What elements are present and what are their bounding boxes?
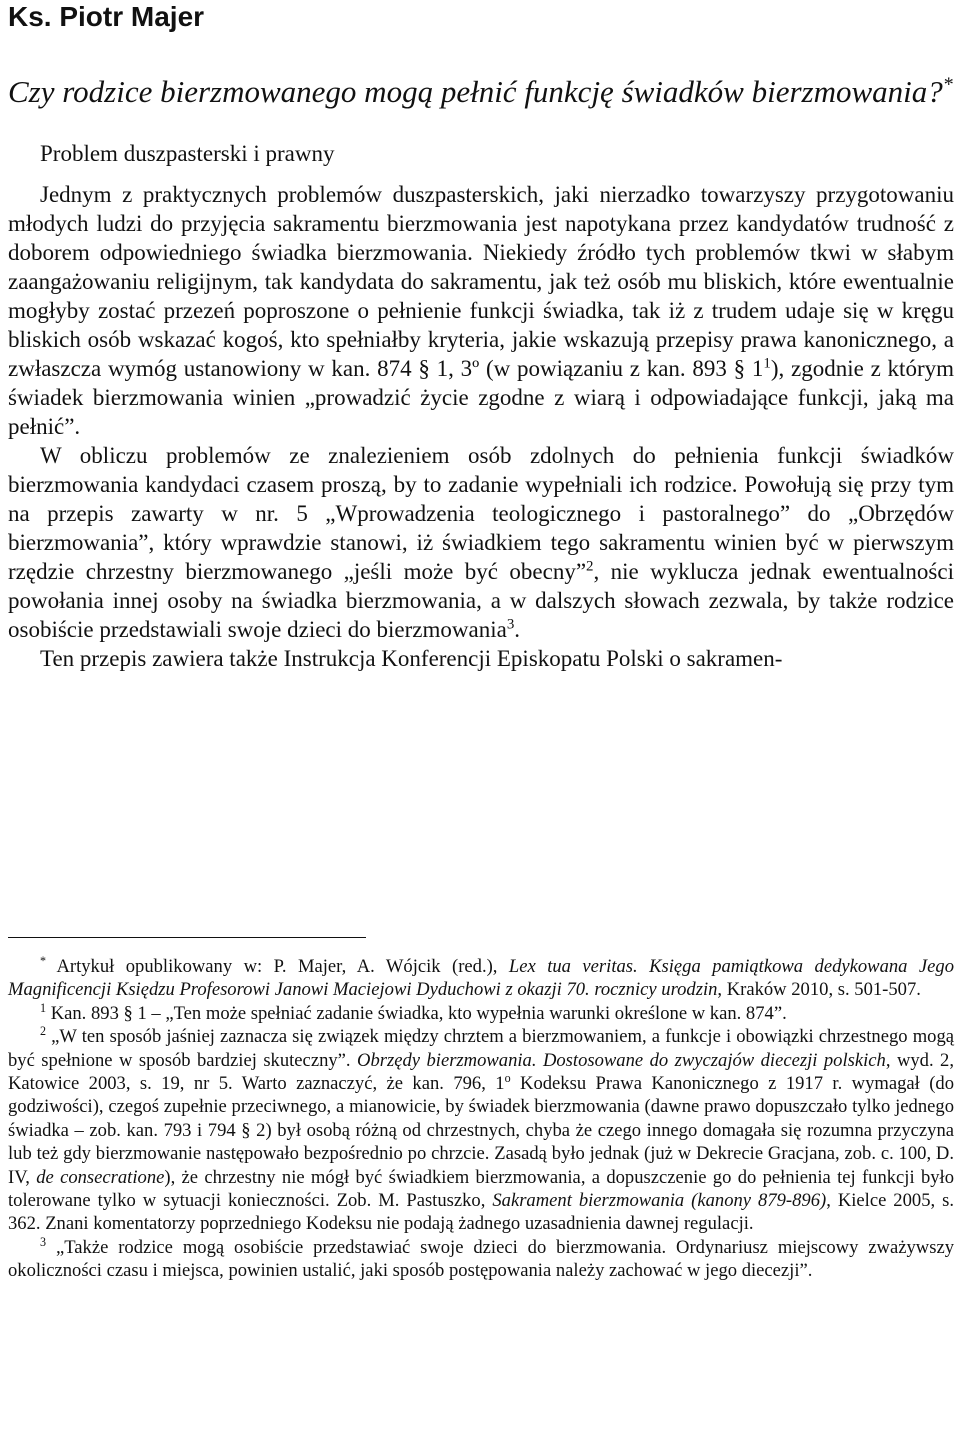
footnote-2-ordinal: o	[504, 1070, 511, 1085]
footnote-2-text-a: „W ten sposób jaśniej zaznacza się związek między chrztem a bierzmowaniem, a funkcje i obowiązki chrzestnego mogą być spełnione w sposób bardziej skuteczny”.	[8, 1026, 955, 1071]
footnote-2-mark: 2	[40, 1024, 47, 1039]
paragraph-2-text-b: , nie wyklucza jednak ewentualności powołania innej osoby na świadka bierzmowania, a w dalszych słowach zezwala, by także rodzice osobiście przedstawiali swoje dzieci do bierzmowania	[8, 559, 954, 642]
article-title	[8, 72, 954, 112]
footnote-2-text-b: , wyd. 2, Katowice 2003, s. 19, nr 5. Warto zaznaczyć, że kan. 796, 1	[8, 1049, 955, 1095]
footnote-ref-3[interactable]: 3	[506, 616, 515, 633]
footnote-1-mark: 1	[40, 1000, 47, 1015]
footnote-star-text-b: , Kraków 2010, s. 501-507.	[717, 979, 921, 1001]
footnote-star-text-a: Artykuł opublikowany w: P. Majer, A. Wójcik (red.),	[56, 956, 498, 977]
footnote-1-text: Kan. 893 § 1 – „Ten może spełniać zadanie świadka, kto wypełnia warunki określone w kan. 874”.	[50, 1002, 787, 1024]
footnote-star	[8, 955, 954, 1002]
section-heading: Problem duszpasterski i prawny	[40, 141, 335, 166]
footnotes	[8, 955, 954, 1283]
title-footnote-mark[interactable]: *	[942, 73, 953, 96]
footnote-2-text-c: Kodeksu Prawa Kanonicznego z 1917 r. wymagał (do godziwości), czegoś zupełnie przeciwnego, a mianowicie, by świadek bierzmowania (dawne prawo dopuszczało tylko jednego świadka – zob. kan. 793 i 794 § 2) był osobą różną od chrzestnych, chyba że czego innego domagała się rozumna przyczyna lub też gdy bierzmowanie następowało bezpośrednio po chrzcie. Zasadą było jednak (już w Dekrecie Gracjana, zob. c. 100, D. IV,	[8, 1073, 954, 1188]
footnote-2-italic-1: Obrzędy bierzmowania. Dostosowane do zwyczajów diecezji polskich	[357, 1049, 886, 1071]
author-name: Ks. Piotr Majer	[8, 1, 205, 32]
footnote-2-text-d: ), że chrzestny nie mógł być świadkiem bierzmowania, a dopuszczenie go do pełnienia tej funkcji było tolerowane tylko w sytuacji konieczności. Zob. M. Pastuszko,	[8, 1166, 955, 1212]
footnote-2-italic-3: Sakrament bierzmowania (kanony 879-896)	[492, 1190, 827, 1212]
paragraph-1	[8, 180, 954, 441]
footnote-3	[8, 1236, 954, 1283]
paragraph-2-text-c: .	[514, 617, 521, 642]
footnote-1	[8, 1002, 954, 1025]
paragraph-3: Ten przepis zawiera także Instrukcja Konferencji Episkopatu Polski o sakramen-	[40, 646, 783, 671]
paragraph-1-text: Jednym z praktycznych problemów duszpasterskich, jaki nierzadko towarzyszy przygotowaniu młodych ludzi do przyjęcia sakramentu bierzmowania jest napotykana przez kandydatów trudność z doborem odpowiedniego świadka bierzmowania. Niekiedy źródło tych problemów tkwi w słabym zaangażowaniu religijnym, tak kandydata do sakramentu, jak też osób mu bliskich, które ewentualnie mogłyby zostać przezeń poproszone o pełnienie funkcji świadka, tak iż z trudem udaje się w kręgu bliskich osób wskazać kogoś, kto spełniałby kryteria, jakie wskazują przepisy prawa kanonicznego, a zwłaszcza wymóg ustanowiony w kan. 874 § 1, 3º (w powiązaniu z kan. 893 § 1	[8, 182, 954, 381]
footnote-3-mark: 3	[40, 1234, 47, 1249]
footnote-2-italic-2: de consecratione	[36, 1166, 165, 1188]
title-text: Czy rodzice bierzmowanego mogą pełnić funkcję świadków bierzmowania?	[8, 74, 943, 109]
paragraph-2-text-a: W obliczu problemów ze znalezieniem osób zdolnych do pełnienia funkcji świadków bierzmowania kandydaci czasem proszą, by to zadanie wypełniali ich rodzice. Powołują się przy tym na przepis zawarty w nr. 5 „Wprowadzenia teologicznego i pastoralnego” do „Obrzędów bierzmowania”, który wprawdzie stanowi, iż świadkiem tego sakramentu winien być w pierwszym rzędzie chrzestny bierzmowanego „jeśli może być obecny”	[8, 443, 954, 584]
footnote-ref-2[interactable]: 2	[586, 558, 594, 575]
footnote-2	[8, 1025, 954, 1236]
paragraph-2	[8, 441, 954, 644]
footnote-star-book-title: Lex tua veritas. Księga pamiątkowa dedykowana Jego Magnificencji Księdzu Profesorowi Janowi Maciejowi Dyduchowi z okazji 70. rocznicy urodzin	[8, 956, 955, 1001]
footnote-2-text-e: , Kielce 2005, s. 362. Znani komentatorzy poprzedniego Kodeksu nie podają żadnego uzasadnienia dawnej regulacji.	[8, 1190, 954, 1235]
footnote-ref-1[interactable]: 1	[763, 355, 771, 372]
footnote-star-mark: *	[40, 953, 47, 968]
body-text	[8, 180, 954, 673]
footnote-separator	[8, 937, 366, 938]
footnote-3-text: „Także rodzice mogą osobiście przedstawiać swoje dzieci do bierzmowania. Ordynariusz miejscowy zważywszy okoliczności czasu i miejsca, powinien ustalić, jaki sposób postępowania należy zachować w jego diecezji”.	[8, 1236, 954, 1282]
paragraph-1-end: ), zgodnie z którym świadek bierzmowania winien „prowadzić życie zgodne z wiarą i odpowiadające funkcji, jaką ma pełnić”.	[8, 356, 954, 439]
